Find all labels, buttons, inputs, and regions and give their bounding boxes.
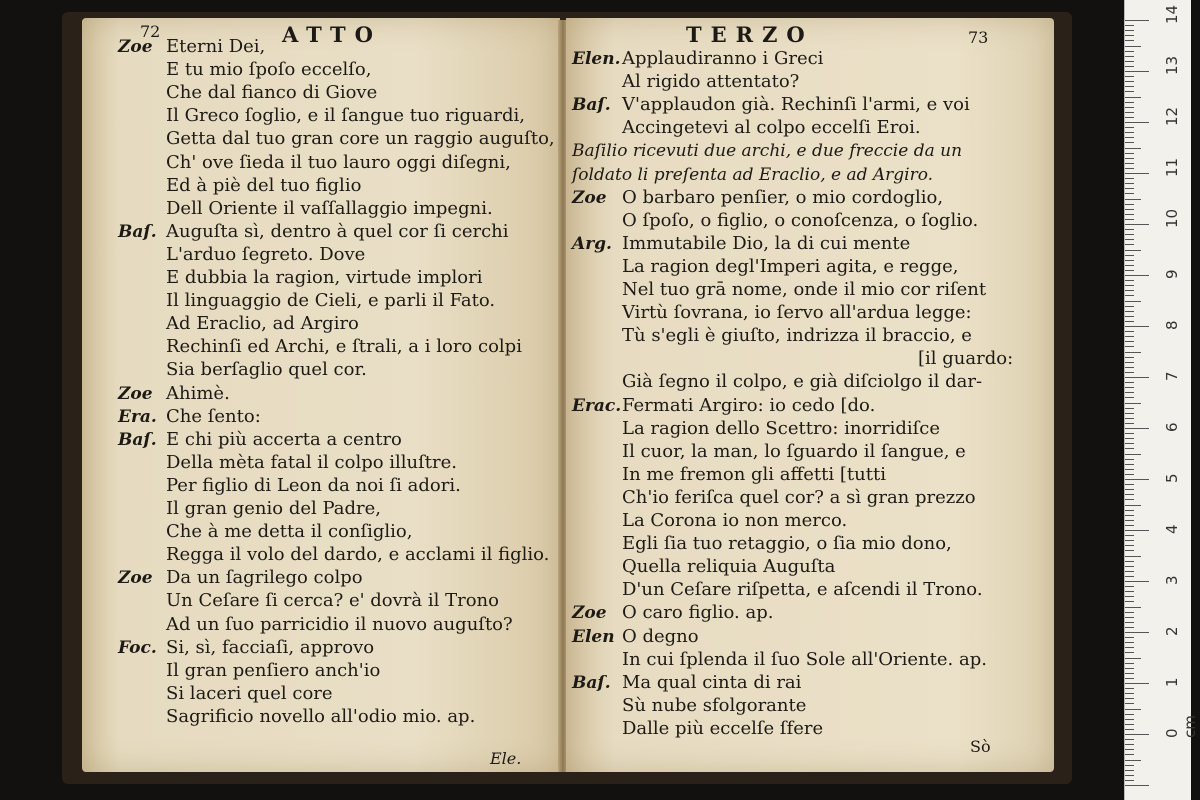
ruler-tick bbox=[1125, 91, 1134, 92]
stage-direction: ſoldato li preſenta ad Eraclio, e ad Argiro. bbox=[572, 164, 934, 185]
verse-line: Auguſta sì, dentro à quel cor ſi cerchi bbox=[166, 220, 509, 242]
ruler-tick bbox=[1125, 163, 1134, 164]
verse-line: Un Ceſare ſi cerca? e' dovrà il Trono bbox=[166, 590, 499, 612]
verse-line: Sagrificio novello all'odio mio. ap. bbox=[166, 705, 476, 727]
ruler-tick bbox=[1125, 678, 1134, 679]
ruler-tick bbox=[1125, 20, 1149, 21]
ruler-tick bbox=[1125, 632, 1149, 633]
ruler-tick bbox=[1125, 316, 1134, 317]
verse-line: Il gran penſiero anch'io bbox=[166, 659, 381, 681]
ruler-tick bbox=[1125, 107, 1134, 108]
speaker-label: Zoe bbox=[572, 603, 607, 624]
verse-line: Egli ſia tuo retaggio, o ſia mio dono, bbox=[622, 533, 952, 555]
ruler-tick bbox=[1125, 341, 1134, 342]
verse-line: E chi più accerta a centro bbox=[166, 428, 402, 450]
ruler-tick bbox=[1125, 423, 1134, 424]
ruler-tick bbox=[1125, 607, 1141, 608]
ruler-tick bbox=[1125, 698, 1134, 699]
verse-line: Il cuor, la man, lo ſguardo il ſangue, e bbox=[622, 440, 966, 462]
ruler-tick bbox=[1125, 403, 1141, 404]
ruler-number: 7 bbox=[1163, 371, 1181, 381]
verse-line: Che ſento: bbox=[166, 405, 261, 427]
ruler-tick bbox=[1125, 550, 1134, 551]
ruler-number: 11 bbox=[1163, 157, 1181, 177]
verse-line: La ragion dello Scettro: inorridiſce bbox=[622, 417, 941, 439]
right-page-number: 73 bbox=[968, 28, 989, 47]
verse-line: Eterni Dei, bbox=[166, 36, 266, 57]
verse-line: O degno bbox=[622, 625, 699, 647]
ruler-tick bbox=[1125, 505, 1141, 506]
verse-line: Nel tuo grā nome, onde il mio cor riſent bbox=[622, 279, 987, 300]
ruler-tick bbox=[1125, 703, 1134, 704]
ruler-tick bbox=[1125, 571, 1134, 572]
ruler-tick bbox=[1125, 137, 1134, 138]
ruler-tick bbox=[1125, 637, 1134, 638]
verse-line: Rechinſi ed Archi, e ſtrali, a i loro colpi bbox=[166, 336, 522, 358]
ruler-tick bbox=[1125, 244, 1134, 245]
ruler-tick bbox=[1125, 596, 1134, 597]
ruler-tick bbox=[1125, 561, 1134, 562]
ruler-tick bbox=[1125, 81, 1134, 82]
ruler-number: 1 bbox=[1163, 677, 1181, 687]
verse-line: Virtù ſovrana, io ſervo all'ardua legge: bbox=[622, 302, 972, 324]
ruler-tick bbox=[1125, 301, 1141, 302]
verse-line: Applaudiranno i Greci bbox=[622, 48, 824, 69]
verse-line: Si laceri quel core bbox=[166, 682, 333, 704]
ruler-tick bbox=[1125, 260, 1134, 261]
ruler-tick bbox=[1125, 397, 1134, 398]
ruler-tick bbox=[1125, 173, 1149, 174]
ruler-tick bbox=[1125, 158, 1134, 159]
ruler-tick bbox=[1125, 438, 1134, 439]
ruler-number: 2 bbox=[1163, 626, 1181, 636]
ruler-number: 9 bbox=[1163, 269, 1181, 279]
verse-line: D'un Ceſare riſpetta, e aſcendi il Trono. bbox=[622, 579, 983, 601]
ruler-tick bbox=[1125, 658, 1141, 659]
ruler-tick bbox=[1125, 199, 1141, 200]
ruler-tick bbox=[1125, 622, 1134, 623]
ruler-number: 6 bbox=[1163, 422, 1181, 432]
ruler-tick bbox=[1125, 275, 1149, 276]
stage-direction: Baſilio ricevuti due archi, e due freccie da un bbox=[572, 141, 963, 162]
ruler-tick bbox=[1125, 586, 1134, 587]
ruler-tick bbox=[1125, 142, 1134, 143]
ruler-tick bbox=[1125, 188, 1134, 189]
verse-line: Ahimè. bbox=[166, 382, 230, 404]
ruler-tick bbox=[1125, 418, 1134, 419]
verse-line: Sia berſaglio quel cor. bbox=[166, 359, 367, 381]
ruler-tick bbox=[1125, 729, 1134, 730]
ruler-tick bbox=[1125, 510, 1134, 511]
ruler-tick bbox=[1125, 56, 1134, 57]
verse-line: Accingetevi al colpo eccelſi Eroi. bbox=[622, 117, 921, 139]
verse-line: Fermati Argiro: io cedo [do. bbox=[622, 394, 876, 416]
ruler-tick bbox=[1125, 336, 1134, 337]
verse-line: In cui ſplenda il ſuo Sole all'Oriente. ap. bbox=[622, 648, 987, 670]
ruler-tick bbox=[1125, 647, 1134, 648]
ruler-tick bbox=[1125, 601, 1134, 602]
ruler-tick bbox=[1125, 183, 1134, 184]
ruler-tick bbox=[1125, 556, 1141, 557]
verse-line: O caro figlio. ap. bbox=[622, 602, 774, 624]
verse-line: Ad un ſuo parricidio il nuovo auguſto? bbox=[166, 613, 513, 635]
ruler-tick bbox=[1125, 132, 1134, 133]
ruler-tick bbox=[1125, 122, 1149, 123]
ruler-tick bbox=[1125, 76, 1134, 77]
ruler-tick bbox=[1125, 357, 1134, 358]
ruler-tick bbox=[1125, 321, 1134, 322]
ruler-tick bbox=[1125, 428, 1149, 429]
ruler-tick bbox=[1125, 392, 1134, 393]
speaker-label: Baſ. bbox=[572, 672, 611, 693]
ruler-tick bbox=[1125, 387, 1134, 388]
left-page-number: 72 bbox=[140, 22, 161, 41]
ruler-tick bbox=[1125, 250, 1141, 251]
ruler-tick bbox=[1125, 530, 1149, 531]
ruler-tick bbox=[1125, 295, 1134, 296]
ruler-tick bbox=[1125, 785, 1149, 786]
speaker-label: Foc. bbox=[118, 637, 157, 658]
speaker-label: Baſ. bbox=[118, 429, 157, 450]
verse-line: Da un ſagrilego colpo bbox=[166, 567, 363, 589]
ruler-tick bbox=[1125, 46, 1141, 47]
ruler-tick bbox=[1125, 413, 1134, 414]
ruler-tick bbox=[1125, 362, 1134, 363]
ruler-tick bbox=[1125, 617, 1134, 618]
verse-line: L'arduo ſegreto. Dove bbox=[166, 243, 366, 265]
verse-line: Della mèta fatal il colpo illuſtre. bbox=[166, 451, 458, 473]
ruler-tick bbox=[1125, 581, 1149, 582]
verse-line: Ad Eraclio, ad Argiro bbox=[166, 313, 359, 335]
ruler-tick bbox=[1125, 61, 1134, 62]
ruler-tick bbox=[1125, 209, 1134, 210]
verse-line: Dell Oriente il vaſſallaggio impegni. bbox=[166, 197, 493, 219]
ruler-tick bbox=[1125, 775, 1134, 776]
ruler-tick bbox=[1125, 443, 1134, 444]
verse-line: Sù nube sfolgorante bbox=[622, 694, 807, 716]
ruler-tick bbox=[1125, 760, 1141, 761]
ruler-tick bbox=[1125, 474, 1134, 475]
ruler-tick bbox=[1125, 168, 1134, 169]
ruler-tick bbox=[1125, 673, 1134, 674]
verse-line: Al rigido attentato? bbox=[622, 71, 800, 93]
speaker-label: Era. bbox=[118, 406, 157, 427]
ruler-tick bbox=[1125, 229, 1134, 230]
ruler-tick bbox=[1125, 520, 1134, 521]
verse-line: In me fremon gli affetti [tutti bbox=[622, 463, 886, 485]
ruler-tick bbox=[1125, 484, 1134, 485]
verse-line: Il Greco ſoglio, e il ſangue tuo riguardi, bbox=[166, 105, 525, 127]
ruler-tick bbox=[1125, 744, 1134, 745]
verse-line: Getta dal tuo gran core un raggio auguſto, bbox=[166, 128, 555, 150]
verse-line: Ch' ove ſieda il tuo lauro oggi diſegni, bbox=[166, 151, 511, 173]
verse-line: La ragion degl'Imperi agita, e regge, bbox=[622, 255, 959, 277]
speaker-label: Baſ. bbox=[572, 95, 611, 116]
verse-line: E dubbia la ragion, virtude implori bbox=[166, 267, 483, 288]
ruler-tick bbox=[1125, 153, 1134, 154]
left-catchword: Ele. bbox=[490, 749, 522, 768]
speaker-label: Zoe bbox=[118, 568, 153, 589]
ruler-tick bbox=[1125, 377, 1149, 378]
ruler-number: 5 bbox=[1163, 473, 1181, 483]
ruler-number: 4 bbox=[1163, 524, 1181, 534]
ruler-tick bbox=[1125, 265, 1134, 266]
ruler-tick bbox=[1125, 25, 1134, 26]
ruler-tick bbox=[1125, 627, 1134, 628]
verse-line: Quella reliquia Auguſta bbox=[622, 556, 836, 578]
ruler-tick bbox=[1125, 540, 1134, 541]
ruler-tick bbox=[1125, 734, 1149, 735]
ruler-number: 8 bbox=[1163, 320, 1181, 330]
ruler-tick bbox=[1125, 448, 1134, 449]
ruler-tick bbox=[1125, 270, 1134, 271]
ruler-tick bbox=[1125, 566, 1134, 567]
ruler-tick bbox=[1125, 454, 1141, 455]
verse-line: Tù s'egli è giuſto, indrizza il braccio, e bbox=[622, 325, 972, 347]
ruler-tick bbox=[1125, 224, 1149, 225]
ruler-tick bbox=[1125, 535, 1134, 536]
verse-line: Per figlio di Leon da noi ſi adori. bbox=[166, 474, 461, 496]
ruler-number: 10 bbox=[1163, 208, 1181, 228]
verse-line: V'applaudon già. Rechinſi l'armi, e voi bbox=[622, 94, 970, 116]
ruler-tick bbox=[1125, 382, 1134, 383]
ruler-tick bbox=[1125, 464, 1134, 465]
ruler-number: 3 bbox=[1163, 575, 1181, 585]
ruler-tick bbox=[1125, 219, 1134, 220]
ruler-tick bbox=[1125, 367, 1134, 368]
ruler-tick bbox=[1125, 117, 1134, 118]
ruler-tick bbox=[1125, 35, 1134, 36]
ruler-tick bbox=[1125, 469, 1134, 470]
ruler-tick bbox=[1125, 280, 1134, 281]
ruler-tick bbox=[1125, 459, 1134, 460]
ruler-tick bbox=[1125, 127, 1134, 128]
ruler-tick bbox=[1125, 668, 1134, 669]
ruler-tick bbox=[1125, 102, 1134, 103]
ruler-tick bbox=[1125, 739, 1134, 740]
ruler-tick bbox=[1125, 178, 1134, 179]
ruler-tick bbox=[1125, 612, 1134, 613]
right-page bbox=[566, 18, 1054, 772]
ruler-tick bbox=[1125, 326, 1149, 327]
ruler-tick bbox=[1125, 765, 1134, 766]
ruler-tick bbox=[1125, 66, 1134, 67]
verse-line: Regga il volo del dardo, e acclami il figlio. bbox=[166, 544, 550, 566]
ruler-tick bbox=[1125, 433, 1134, 434]
verse-line: Il linguaggio de Cieli, e parli il Fato. bbox=[166, 290, 496, 312]
ruler-tick bbox=[1125, 683, 1149, 684]
ruler-tick bbox=[1125, 214, 1134, 215]
ruler-tick bbox=[1125, 489, 1134, 490]
ruler-tick bbox=[1125, 239, 1134, 240]
ruler-tick bbox=[1125, 311, 1134, 312]
ruler-tick bbox=[1125, 331, 1134, 332]
verse-line: Che dal fianco di Giove bbox=[166, 82, 378, 104]
speaker-label: Erac. bbox=[572, 395, 622, 416]
ruler-tick bbox=[1125, 642, 1134, 643]
speaker-label: Arg. bbox=[572, 233, 612, 254]
ruler-tick bbox=[1125, 285, 1134, 286]
ruler-tick bbox=[1125, 372, 1134, 373]
ruler-tick bbox=[1125, 688, 1134, 689]
verse-line: O ſpoſo, o figlio, o conoſcenza, o ſoglio. bbox=[622, 209, 979, 231]
ruler-tick bbox=[1125, 652, 1134, 653]
verse-line: [il guardo: bbox=[918, 348, 1014, 370]
ruler-tick bbox=[1125, 479, 1149, 480]
ruler-number: 14 bbox=[1163, 4, 1181, 24]
ruler-tick bbox=[1125, 714, 1134, 715]
ruler-tick bbox=[1125, 693, 1134, 694]
ruler-tick bbox=[1125, 112, 1134, 113]
ruler-tick bbox=[1125, 346, 1134, 347]
ruler-tick bbox=[1125, 515, 1134, 516]
ruler-tick bbox=[1125, 724, 1134, 725]
ruler-tick bbox=[1125, 719, 1134, 720]
verse-line: Si, sì, facciaſi, approvo bbox=[166, 636, 375, 658]
right-catchword: Sò bbox=[970, 737, 991, 756]
ruler-number: 0 cm bbox=[1163, 715, 1199, 738]
verse-line: E tu mio ſpoſo eccelſo, bbox=[166, 59, 372, 81]
ruler-tick bbox=[1125, 51, 1134, 52]
ruler-tick bbox=[1125, 408, 1134, 409]
ruler-tick bbox=[1125, 780, 1134, 781]
ruler-tick bbox=[1125, 709, 1141, 710]
ruler-tick bbox=[1125, 352, 1141, 353]
ruler-tick bbox=[1125, 576, 1134, 577]
ruler-number: 13 bbox=[1163, 55, 1181, 75]
ruler-tick bbox=[1125, 97, 1141, 98]
verse-line: Già ſegno il colpo, e già diſciolgo il dar- bbox=[622, 371, 983, 393]
ruler-tick bbox=[1125, 499, 1134, 500]
speaker-label: Zoe bbox=[118, 37, 153, 57]
ruler-tick bbox=[1125, 204, 1134, 205]
ruler-tick bbox=[1125, 663, 1134, 664]
ruler-tick bbox=[1125, 40, 1134, 41]
verse-line: Immutabile Dio, la di cui mente bbox=[622, 232, 911, 254]
ruler-tick bbox=[1125, 525, 1134, 526]
ruler-tick bbox=[1125, 30, 1134, 31]
verse-line: Ed à piè del tuo figlio bbox=[166, 174, 362, 196]
ruler-tick bbox=[1125, 148, 1141, 149]
ruler-tick bbox=[1125, 71, 1149, 72]
ruler-tick bbox=[1125, 255, 1134, 256]
verse-line: Il gran genio del Padre, bbox=[166, 498, 382, 519]
ruler-tick bbox=[1125, 86, 1134, 87]
ruler-tick bbox=[1125, 770, 1134, 771]
right-running-header: TERZO bbox=[686, 22, 814, 47]
ruler-tick bbox=[1125, 591, 1134, 592]
ruler-tick bbox=[1125, 749, 1134, 750]
ruler-tick bbox=[1125, 290, 1134, 291]
speaker-label: Elen bbox=[572, 626, 615, 647]
left-page bbox=[82, 18, 560, 772]
ruler-tick bbox=[1125, 494, 1134, 495]
verse-line: Ch'io feriſca quel cor? a sì gran prezzo bbox=[622, 486, 976, 508]
left-running-header: ATTO bbox=[282, 22, 382, 47]
ruler-tick bbox=[1125, 193, 1134, 194]
speaker-label: Elen. bbox=[572, 49, 621, 69]
verse-line: Dalle più eccelſe ſfere bbox=[622, 717, 824, 739]
ruler-tick bbox=[1125, 306, 1134, 307]
verse-line: La Corona io non merco. bbox=[622, 510, 848, 531]
ruler-number: 12 bbox=[1163, 106, 1181, 126]
speaker-label: Baſ. bbox=[118, 221, 157, 242]
speaker-label: Zoe bbox=[572, 187, 607, 208]
ruler-tick bbox=[1125, 545, 1134, 546]
verse-line: Che à me detta il conſiglio, bbox=[166, 521, 413, 543]
speaker-label: Zoe bbox=[118, 383, 153, 404]
ruler-tick bbox=[1125, 754, 1134, 755]
ruler-tick bbox=[1125, 234, 1134, 235]
verse-line: Ma qual cinta di rai bbox=[622, 671, 802, 693]
measuring-ruler bbox=[1124, 0, 1199, 800]
verse-line: O barbaro penſier, o mio cordoglio, bbox=[622, 186, 944, 208]
